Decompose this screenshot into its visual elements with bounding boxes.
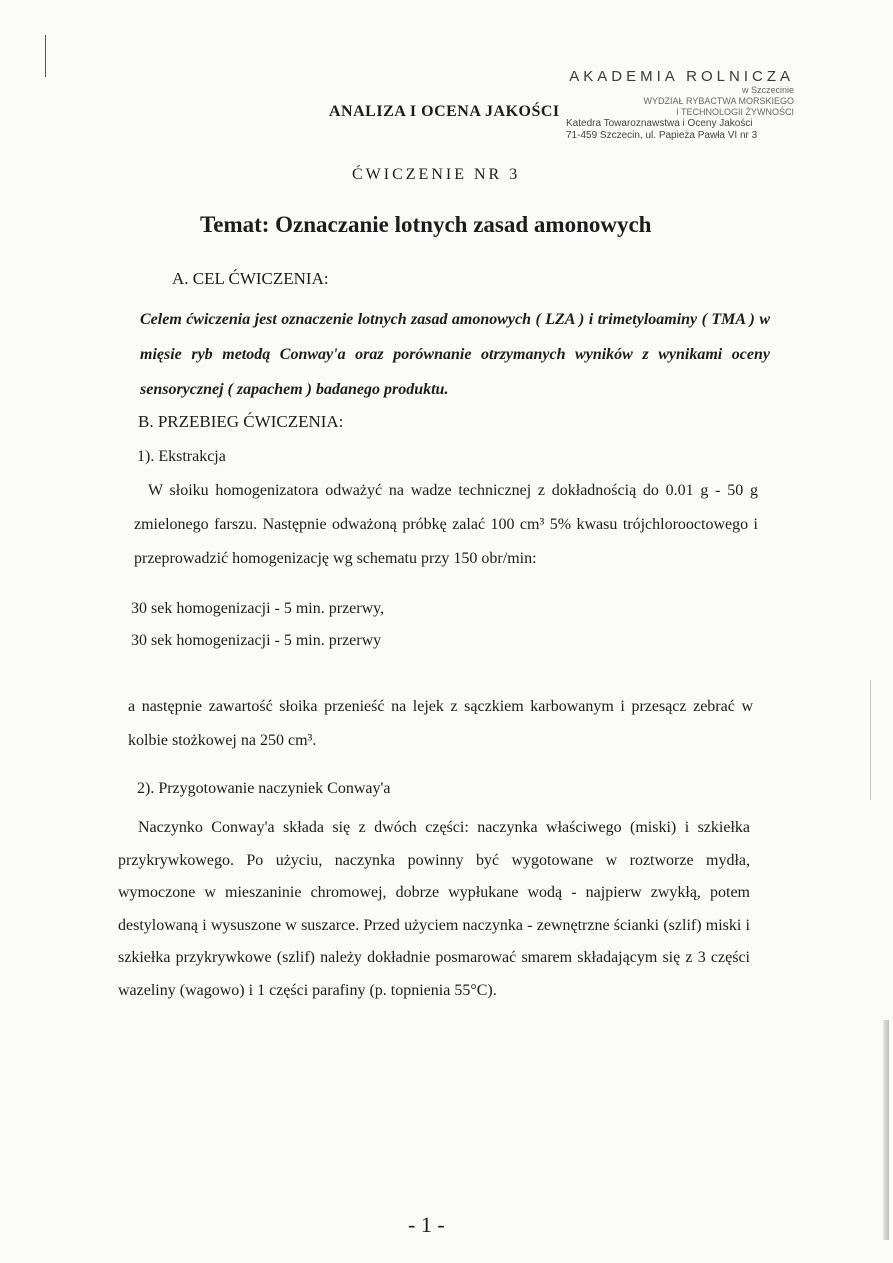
aim-paragraph: Celem ćwiczenia jest oznaczenie lotnych zasad amonowych ( LZA ) i trimetyloaminy ( TMA ) w mięsie ryb metodą Conway'a oraz porównanie otrzymanych wyników z wynikami oceny sensorycznej ( zapachem ) badanego produktu. xyxy=(140,311,770,398)
scan-mark xyxy=(45,35,46,77)
stamp-line-1: WYDZIAŁ RYBACTWA MORSKIEGO xyxy=(643,96,794,106)
scan-edge-line xyxy=(870,680,871,800)
stamp-line-3: Katedra Towaroznawstwa i Oceny Jakości xyxy=(566,118,753,129)
document-header: ANALIZA I OCENA JAKOŚCI xyxy=(329,103,560,120)
stamp-city: w Szczecinie xyxy=(741,85,794,95)
step1-paragraph: W słoiku homogenizatora odważyć na wadze technicznej z dokładnością do 0.01 g - 50 g zmielonego farszu. Następnie odważoną próbkę zalać 100 cm³ 5% kwasu trójchlorooctowego i przeprowadzić homogenizację wg schematu przy 150 obr/min: xyxy=(134,482,758,567)
step1-title: 1). Ekstrakcja xyxy=(137,448,226,465)
scan-edge-shadow xyxy=(883,1020,889,1240)
institution-stamp xyxy=(566,68,816,142)
exercise-number: ĆWICZENIE NR 3 xyxy=(352,166,521,183)
schedule-item-1: 30 sek homogenizacji - 5 min. przerwy, xyxy=(131,600,385,617)
section-a-heading: A. CEL ĆWICZENIA: xyxy=(172,269,329,288)
section-b-heading: B. PRZEBIEG ĆWICZENIA: xyxy=(138,412,344,431)
page-title: Temat: Oznaczanie lotnych zasad amonowych xyxy=(200,212,652,237)
schedule-item-2: 30 sek homogenizacji - 5 min. przerwy xyxy=(131,632,382,649)
step2-title: 2). Przygotowanie naczyniek Conway'a xyxy=(137,780,391,797)
stamp-line-2: I TECHNOLOGII ŻYWNOŚCI xyxy=(676,107,794,117)
stamp-line-4: 71-459 Szczecin, ul. Papieża Pawła VI nr 3 xyxy=(566,130,758,141)
page-number: - 1 - xyxy=(408,1212,445,1237)
step1-after-paragraph: a następnie zawartość słoika przenieść na lejek z sączkiem karbowanym i przesącz zebrać w kolbie stożkowej na 250 cm³. xyxy=(128,698,753,749)
step2-paragraph: Naczynko Conway'a składa się z dwóch części: naczynka właściwego (miski) i szkiełka przykrywkowego. Po użyciu, naczynka powinny być wygotowane w roztworze mydła, wymoczone w mieszaninie chromowej, dobrze wypłukane wodą - najpierw zwykłą, potem destylowaną i wysuszone w suszarce. Przed użyciem naczynka - zewnętrzne ścianki (szlif) miski i szkiełka przykrywkowe (szlif) należy dokładnie posmarować smarem składającym się z 3 części wazeliny (wagowo) i 1 części parafiny (p. topnienia 55°C). xyxy=(118,819,750,999)
stamp-title: AKADEMIA ROLNICZA xyxy=(569,68,794,85)
